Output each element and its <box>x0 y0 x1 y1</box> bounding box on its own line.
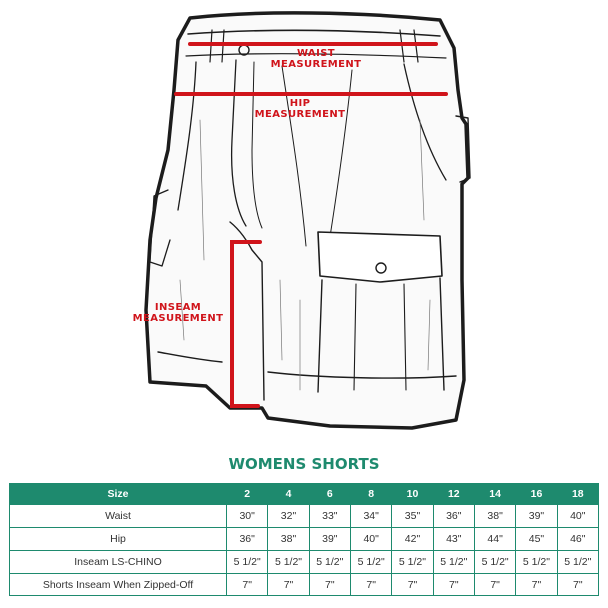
row-label: Waist <box>10 505 227 528</box>
table-row <box>10 551 599 574</box>
table-cell: 38" <box>268 528 309 551</box>
table-cell: 30" <box>227 505 268 528</box>
table-cell: 36" <box>433 505 474 528</box>
table-cell: 7" <box>516 574 557 596</box>
table-cell: 39" <box>309 528 350 551</box>
column-header-size-4: 4 <box>268 484 309 505</box>
table-cell: 7" <box>350 574 391 596</box>
table-cell: 7" <box>268 574 309 596</box>
table-cell: 5 1/2" <box>309 551 350 574</box>
table-cell: 5 1/2" <box>227 551 268 574</box>
table-cell: 5 1/2" <box>516 551 557 574</box>
column-header-size-10: 10 <box>392 484 433 505</box>
table-cell: 5 1/2" <box>474 551 515 574</box>
row-label: Shorts Inseam When Zipped-Off <box>10 574 227 596</box>
table-header-row <box>10 484 599 505</box>
table-cell: 32" <box>268 505 309 528</box>
table-row <box>10 505 599 528</box>
column-header-size-18: 18 <box>557 484 598 505</box>
table-cell: 7" <box>309 574 350 596</box>
table-cell: 34" <box>350 505 391 528</box>
row-label: Inseam LS-CHINO <box>10 551 227 574</box>
table-cell: 7" <box>433 574 474 596</box>
table-cell: 7" <box>474 574 515 596</box>
table-row <box>10 574 599 596</box>
column-header-size-2: 2 <box>227 484 268 505</box>
table-cell: 7" <box>557 574 598 596</box>
table-cell: 38" <box>474 505 515 528</box>
table-cell: 5 1/2" <box>268 551 309 574</box>
table-cell: 35" <box>392 505 433 528</box>
right-cargo-flap <box>318 232 442 282</box>
hip-measurement-label: HIP MEASUREMENT <box>254 98 346 120</box>
table-cell: 5 1/2" <box>557 551 598 574</box>
table-cell: 45" <box>516 528 557 551</box>
table-cell: 5 1/2" <box>350 551 391 574</box>
table-cell: 42" <box>392 528 433 551</box>
table-cell: 5 1/2" <box>392 551 433 574</box>
table-cell: 43" <box>433 528 474 551</box>
table-cell: 7" <box>392 574 433 596</box>
table-row <box>10 528 599 551</box>
waist-measurement-label: WAIST MEASUREMENT <box>270 48 362 70</box>
table-cell: 40" <box>557 505 598 528</box>
table-cell: 5 1/2" <box>433 551 474 574</box>
table-cell: 40" <box>350 528 391 551</box>
column-header-size-12: 12 <box>433 484 474 505</box>
chart-title: WOMENS SHORTS <box>228 455 380 473</box>
column-header-size-14: 14 <box>474 484 515 505</box>
table-cell: 46" <box>557 528 598 551</box>
column-header-size-6: 6 <box>309 484 350 505</box>
size-chart-table <box>9 483 599 596</box>
column-header-size: Size <box>10 484 227 505</box>
row-label: Hip <box>10 528 227 551</box>
column-header-size-8: 8 <box>350 484 391 505</box>
table-cell: 33" <box>309 505 350 528</box>
table-cell: 44" <box>474 528 515 551</box>
table-cell: 7" <box>227 574 268 596</box>
table-cell: 39" <box>516 505 557 528</box>
shorts-outline <box>146 13 468 428</box>
column-header-size-16: 16 <box>516 484 557 505</box>
table-cell: 36" <box>227 528 268 551</box>
table-body <box>10 505 599 596</box>
inseam-measurement-label: INSEAM MEASUREMENT <box>132 302 224 324</box>
